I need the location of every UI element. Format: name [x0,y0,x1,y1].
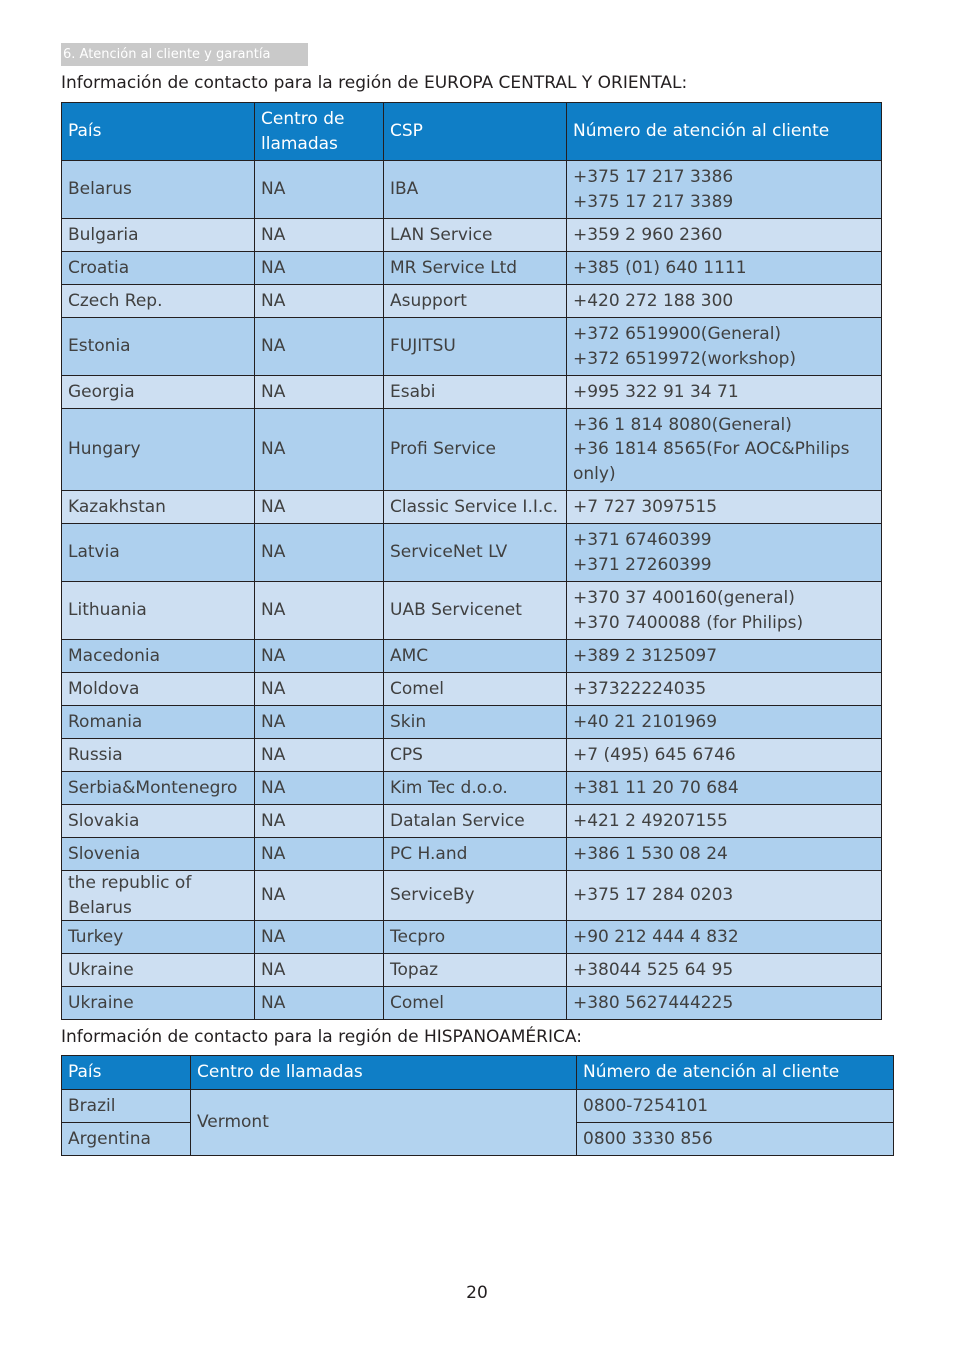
column-header-phone: Número de atención al cliente [567,103,882,161]
csp-cell: Asupport [384,285,567,318]
phone-number: +36 1 814 8080(General) [573,414,792,435]
phone-number: +36 1814 8565(For AOC&Philips only) [573,439,850,484]
call-center-cell: NA [255,805,384,838]
phone-cell [567,805,882,838]
country-cell: Romania [62,706,255,739]
csp-cell: Comel [384,987,567,1020]
phone-number: +90 212 444 4 832 [573,926,739,947]
country-cell: Brazil [62,1090,191,1123]
section-tab: 6. Atención al cliente y garantía [61,43,308,66]
country-cell: the republic of Belarus [62,871,255,921]
country-cell: Slovakia [62,805,255,838]
phone-number: +372 6519972(workshop) [573,348,797,369]
country-cell: Ukraine [62,954,255,987]
phone-number: +385 (01) 640 1111 [573,257,747,278]
call-center-cell: NA [255,772,384,805]
call-center-cell: NA [255,954,384,987]
table-row [62,673,882,706]
country-cell: Macedonia [62,640,255,673]
csp-cell: CPS [384,739,567,772]
phone-cell [567,706,882,739]
column-header-csp: CSP [384,103,567,161]
call-center-cell: NA [255,871,384,921]
csp-cell: Classic Service I.I.c. [384,491,567,524]
phone-number: +40 21 2101969 [573,711,718,732]
phone-number: +375 17 217 3389 [573,191,734,212]
country-cell: Georgia [62,376,255,409]
table-row [62,805,882,838]
table-row [62,739,882,772]
table-row [62,318,882,376]
phone-number: +381 11 20 70 684 [573,777,739,798]
country-cell: Estonia [62,318,255,376]
phone-cell [567,640,882,673]
phone-cell: 0800 3330 856 [577,1123,894,1156]
phone-number: +372 6519900(General) [573,324,782,344]
table-row [62,772,882,805]
country-cell: Czech Rep. [62,285,255,318]
phone-number: +7 (495) 645 6746 [573,744,736,765]
call-center-cell: NA [255,673,384,706]
csp-cell: UAB Servicenet [384,582,567,640]
table-row [62,219,882,252]
call-center-cell: NA [255,252,384,285]
call-center-cell: NA [255,219,384,252]
table-row [62,409,882,491]
country-cell: Belarus [62,161,255,219]
csp-cell: ServiceNet LV [384,524,567,582]
country-cell: Argentina [62,1123,191,1156]
table-header-row [62,1056,894,1090]
csp-cell: Topaz [384,954,567,987]
csp-cell: Esabi [384,376,567,409]
phone-number: +38044 525 64 95 [573,959,734,980]
csp-cell: AMC [384,640,567,673]
phone-cell [567,409,882,491]
phone-cell [567,376,882,409]
csp-cell: Datalan Service [384,805,567,838]
country-cell: Moldova [62,673,255,706]
call-center-cell: NA [255,161,384,219]
europe-heading: Información de contacto para la región de EUROPA CENTRAL Y ORIENTAL: [61,73,688,93]
csp-cell: Skin [384,706,567,739]
table-row [62,921,882,954]
table-header-row [62,103,882,161]
phone-cell [567,161,882,219]
phone-cell [567,524,882,582]
table-row [62,706,882,739]
table-row [62,524,882,582]
phone-cell [567,772,882,805]
phone-cell [567,987,882,1020]
europe-contact-table [61,102,882,1020]
phone-number: +371 27260399 [573,554,712,575]
phone-number: +375 17 217 3386 [573,167,734,187]
csp-cell: Profi Service [384,409,567,491]
call-center-cell: NA [255,987,384,1020]
phone-number: +375 17 284 0203 [573,885,734,906]
table-row [62,871,882,921]
country-cell: Slovenia [62,838,255,871]
page-number: 20 [466,1283,488,1303]
phone-cell [567,739,882,772]
phone-cell [567,582,882,640]
country-cell: Ukraine [62,987,255,1020]
phone-number: +370 7400088 (for Philips) [573,612,804,633]
csp-cell: ServiceBy [384,871,567,921]
country-cell: Latvia [62,524,255,582]
table-row [62,491,882,524]
csp-cell: MR Service Ltd [384,252,567,285]
phone-number: +421 2 49207155 [573,810,728,831]
call-center-cell: NA [255,409,384,491]
phone-number: +370 37 400160(general) [573,588,795,608]
phone-cell [567,318,882,376]
country-cell: Serbia&Montenegro [62,772,255,805]
column-header-phone: Número de atención al cliente [577,1056,894,1090]
column-header-country: País [62,1056,191,1090]
call-center-cell: NA [255,376,384,409]
csp-cell: Kim Tec d.o.o. [384,772,567,805]
table-row [62,954,882,987]
column-header-call-center: Centro de llamadas [255,103,384,161]
table-row [62,640,882,673]
column-header-country: País [62,103,255,161]
latam-heading: Información de contacto para la región de HISPANOAMÉRICA: [61,1027,582,1047]
country-cell: Kazakhstan [62,491,255,524]
phone-cell [567,219,882,252]
call-center-cell: Vermont [191,1090,577,1156]
country-cell: Bulgaria [62,219,255,252]
table-row [62,252,882,285]
country-cell: Hungary [62,409,255,491]
call-center-cell: NA [255,706,384,739]
csp-cell: LAN Service [384,219,567,252]
table-row [62,1090,894,1123]
call-center-cell: NA [255,285,384,318]
csp-cell: Comel [384,673,567,706]
phone-cell [567,954,882,987]
country-cell: Croatia [62,252,255,285]
phone-number: +380 5627444225 [573,992,734,1013]
phone-number: +389 2 3125097 [573,645,718,666]
table-row [62,376,882,409]
table-row [62,161,882,219]
table-row [62,838,882,871]
country-cell: Russia [62,739,255,772]
call-center-cell: NA [255,739,384,772]
csp-cell: FUJITSU [384,318,567,376]
country-cell: Turkey [62,921,255,954]
call-center-cell: NA [255,318,384,376]
table-row [62,285,882,318]
csp-cell: PC H.and [384,838,567,871]
phone-number: +386 1 530 08 24 [573,843,728,864]
phone-number: +37322224035 [573,678,707,699]
phone-cell [567,871,882,921]
call-center-cell: NA [255,838,384,871]
phone-number: +420 272 188 300 [573,290,734,311]
call-center-cell: NA [255,582,384,640]
phone-number: +359 2 960 2360 [573,224,723,245]
csp-cell: Tecpro [384,921,567,954]
phone-cell [567,285,882,318]
csp-cell: IBA [384,161,567,219]
phone-cell [567,252,882,285]
latam-contact-table [61,1055,894,1156]
phone-number: +371 67460399 [573,530,712,550]
call-center-cell: NA [255,491,384,524]
table-row [62,582,882,640]
phone-cell: 0800-7254101 [577,1090,894,1123]
table-row [62,987,882,1020]
phone-cell [567,491,882,524]
call-center-cell: NA [255,640,384,673]
country-cell: Lithuania [62,582,255,640]
column-header-call-center: Centro de llamadas [191,1056,577,1090]
call-center-cell: NA [255,921,384,954]
phone-number: +7 727 3097515 [573,496,718,517]
call-center-cell: NA [255,524,384,582]
europe-table-body [62,161,882,1020]
phone-cell [567,673,882,706]
phone-cell [567,921,882,954]
phone-cell [567,838,882,871]
phone-number: +995 322 91 34 71 [573,381,739,402]
